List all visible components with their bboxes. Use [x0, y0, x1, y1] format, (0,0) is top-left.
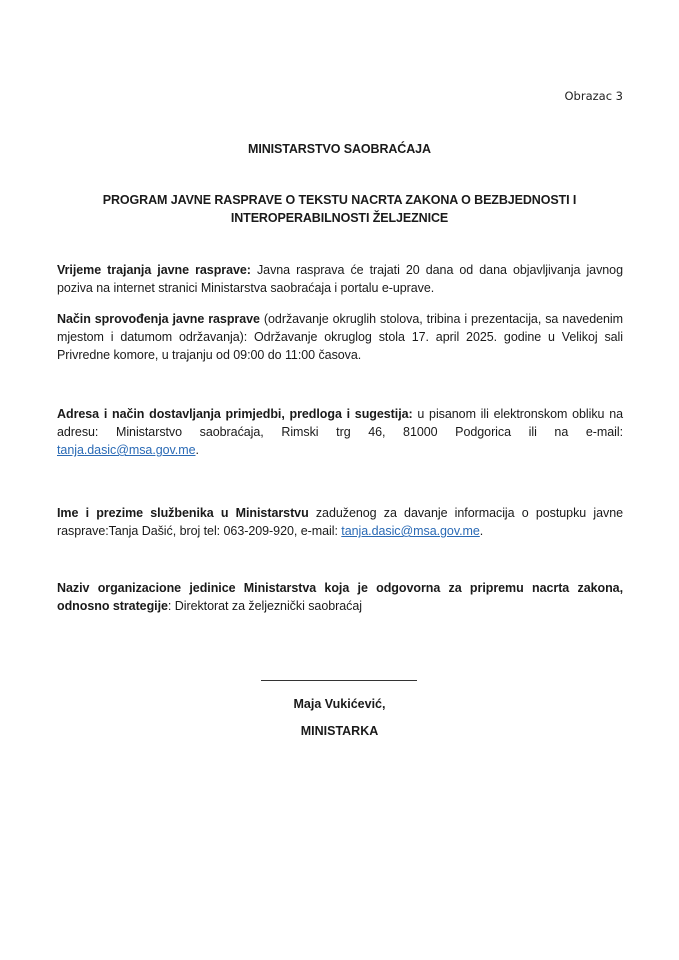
document-title-line-1: PROGRAM JAVNE RASPRAVE O TEKSTU NACRTA ZAKONA O BEZBJEDNOSTI I	[102, 193, 577, 207]
document-title-line-2: INTEROPERABILNOSTI ŽELJEZNICE	[230, 211, 449, 225]
ministry-heading: MINISTARSTVO SAOBRAĆAJA	[248, 142, 431, 156]
section-organizational-unit	[57, 579, 623, 615]
section-duration	[57, 261, 623, 297]
section-contact-person	[57, 504, 623, 540]
section-duration-text: Javna rasprava će trajati 20 dana od dana objavljivanja javnog poziva na internet stranici Ministarstva saobraćaja i portalu e-uprave.	[57, 263, 623, 295]
section-contact-text: zaduženog za davanje informacija o postupku javne rasprave:Tanja Dašić, broj tel: 063-209-920, e-mail:	[57, 506, 623, 538]
section-method-label: Način sprovođenja javne rasprave	[57, 312, 260, 326]
section-org-unit-text: : Direktorat za željeznički saobraćaj	[167, 599, 362, 613]
section-duration-label: Vrijeme trajanja javne rasprave:	[57, 263, 251, 277]
section-contact-suffix: .	[479, 524, 484, 538]
section-contact-label: Ime i prezime službenika u Ministarstvu	[57, 506, 309, 520]
document-title	[40, 191, 639, 227]
form-number-label: Obrazac 3	[564, 89, 623, 103]
signature-line	[261, 680, 417, 681]
email-link[interactable]: tanja.dasic@msa.gov.me	[57, 443, 196, 457]
email-link[interactable]: tanja.dasic@msa.gov.me	[341, 524, 480, 538]
section-method	[57, 310, 623, 364]
signatory-name: Maja Vukićević,	[293, 697, 386, 711]
section-address-text: u pisanom ili elektronskom obliku na adresu: Ministarstvo saobraćaja, Rimski trg 46, 81000 Podgorica ili na e-mail:	[57, 407, 623, 439]
section-address-suffix: .	[195, 443, 199, 457]
section-address-label: Adresa i način dostavljanja primjedbi, predloga i sugestija:	[57, 407, 413, 421]
section-address	[57, 405, 623, 459]
signatory-title: MINISTARKA	[300, 724, 379, 738]
section-method-text: (održavanje okruglih stolova, tribina i prezentacija, sa navedenim mjestom i datumom održavanja): Održavanje okruglog stola 17. april 2025. godine u Velikoj sali Privredne komore, u trajanju od 09:00 do 11:00 časova.	[57, 312, 623, 362]
section-org-unit-label: Naziv organizacione jedinice Ministarstva koja je odgovorna za pripremu nacrta zakona, odnosno strategije	[57, 581, 623, 613]
